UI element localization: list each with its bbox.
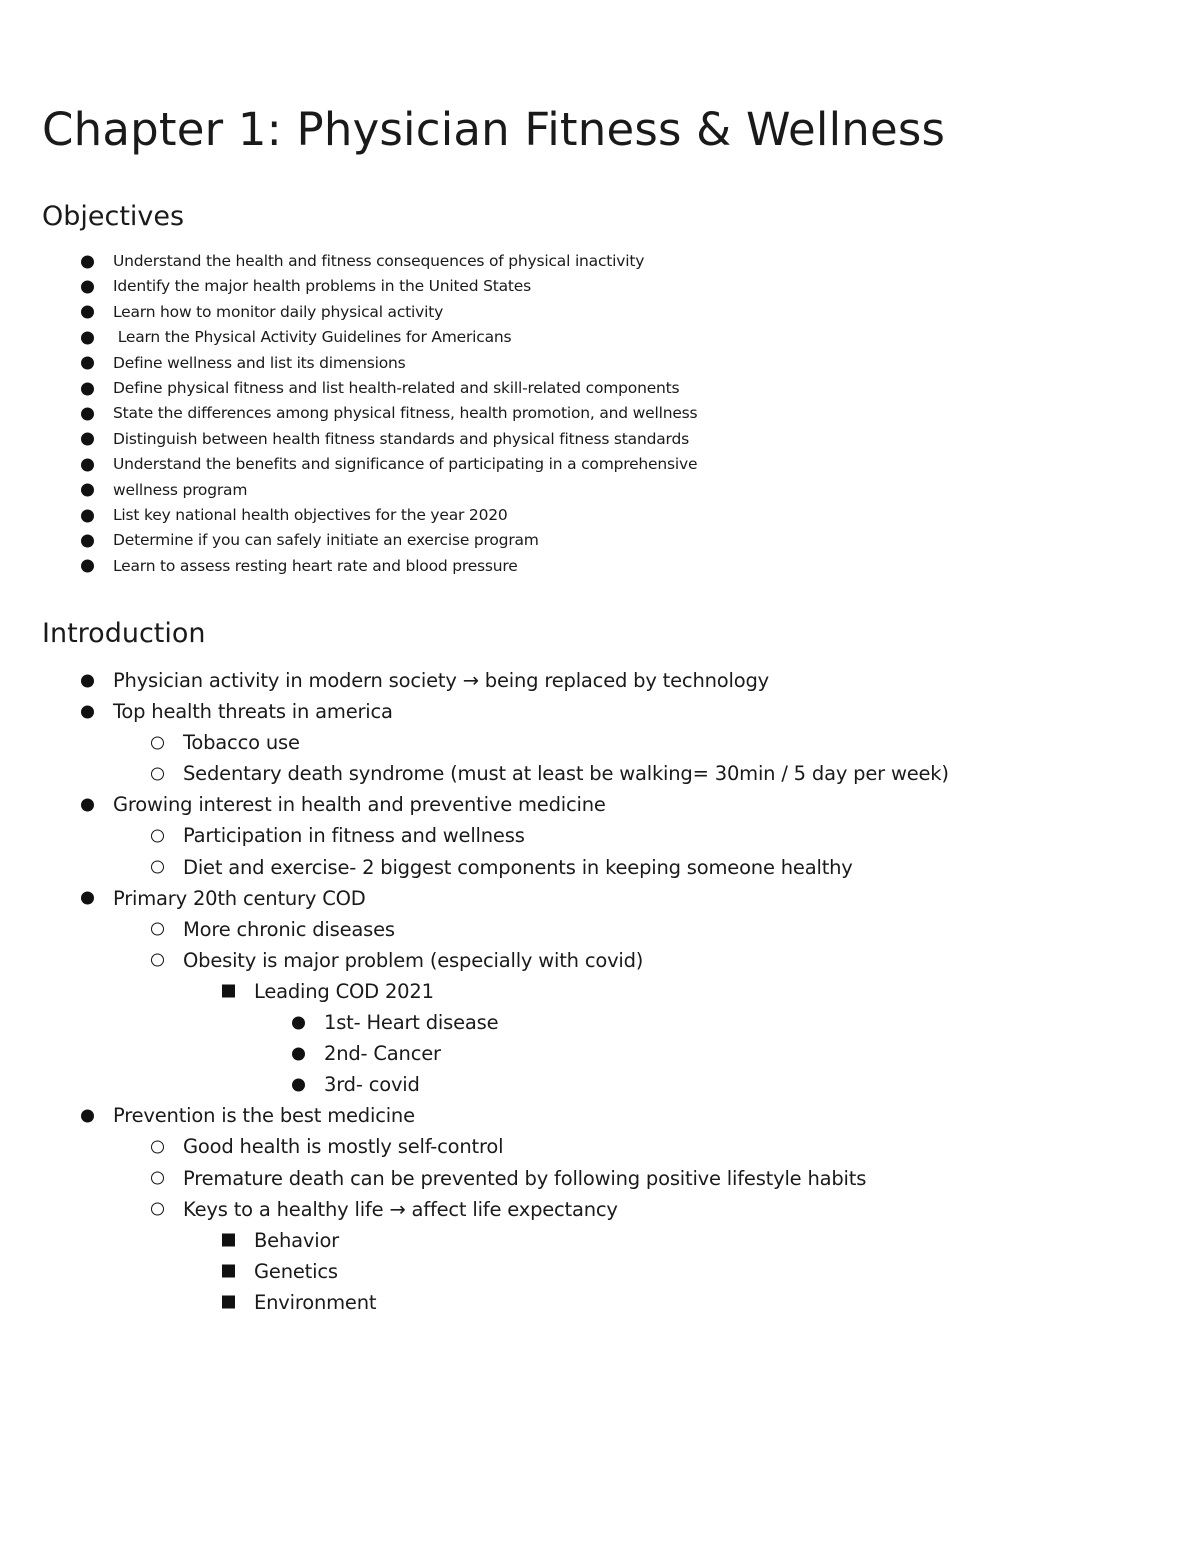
bullet-circle-icon [151, 923, 164, 936]
list-item-text: Sedentary death syndrome (must at least be walking= 30min / 5 day per week) [183, 762, 949, 786]
list-item [0, 1007, 949, 1038]
list-item-text: Top health threats in america [113, 700, 393, 724]
bullet-dot-icon [81, 382, 94, 395]
list-item-text: Identify the major health problems in the United States [113, 277, 531, 296]
list-item [0, 1163, 949, 1194]
list-item-text: Environment [254, 1290, 377, 1314]
list-item-text: List key national health objectives for the year 2020 [113, 505, 508, 524]
bullet-dot-icon [81, 892, 94, 905]
list-item [0, 1225, 949, 1256]
bullet-dot-icon [81, 458, 94, 471]
section-heading-introduction: Introduction [42, 618, 206, 649]
list-item [0, 1287, 949, 1318]
list-item [0, 351, 697, 376]
list-item-text: 3rd- covid [324, 1073, 420, 1097]
list-item [0, 820, 949, 851]
list-item-text: 2nd- Cancer [324, 1042, 441, 1066]
list-item [0, 914, 949, 945]
list-item-text: Primary 20th century COD [113, 886, 366, 910]
bullet-dot-icon [81, 306, 94, 319]
list-item-text: State the differences among physical fitness, health promotion, and wellness [113, 404, 698, 423]
list-item-text: Participation in fitness and wellness [183, 824, 525, 848]
bullet-dot-icon [81, 705, 94, 718]
list-item [0, 452, 697, 477]
list-item [0, 554, 697, 579]
list-item [0, 376, 697, 401]
bullet-dot-icon [81, 255, 94, 268]
bullet-square-icon [222, 1296, 235, 1309]
list-item-text: Leading COD 2021 [254, 979, 434, 1003]
list-item [0, 883, 949, 914]
list-item-text: Determine if you can safely initiate an exercise program [113, 531, 539, 550]
list-item-text: Learn the Physical Activity Guidelines for Americans [113, 328, 512, 347]
list-item-text: Obesity is major problem (especially with covid) [183, 948, 644, 972]
list-item-text: 1st- Heart disease [324, 1011, 499, 1035]
bullet-circle-icon [151, 1203, 164, 1216]
bullet-square-icon [222, 985, 235, 998]
list-item [0, 325, 697, 350]
list-item [0, 945, 949, 976]
list-item-text: Tobacco use [183, 731, 300, 755]
list-item-text: Prevention is the best medicine [113, 1104, 415, 1128]
list-item [0, 274, 697, 299]
list-item [0, 1194, 949, 1225]
list-item-text: Learn how to monitor daily physical activity [113, 302, 444, 321]
bullet-circle-icon [151, 736, 164, 749]
bullet-dot-icon [81, 798, 94, 811]
list-item [0, 528, 697, 553]
list-item [0, 427, 697, 452]
list-item [0, 665, 949, 696]
page-title: Chapter 1: Physician Fitness & Wellness [42, 103, 946, 156]
bullet-dot-icon [81, 484, 94, 497]
list-item-text: Behavior [254, 1228, 339, 1252]
list-item-text: More chronic diseases [183, 917, 395, 941]
bullet-dot-icon [292, 1047, 305, 1060]
bullet-dot-icon [81, 281, 94, 294]
list-item [0, 1069, 949, 1100]
list-item-text: Physician activity in modern society → being replaced by technology [113, 669, 769, 692]
list-item-text: Define wellness and list its dimensions [113, 353, 406, 372]
list-item [0, 1256, 949, 1287]
list-item [0, 727, 949, 758]
objectives-list [0, 249, 697, 579]
list-item [0, 1100, 949, 1131]
list-item [0, 696, 949, 727]
bullet-circle-icon [151, 830, 164, 843]
bullet-dot-icon [81, 509, 94, 522]
list-item [0, 1038, 949, 1069]
list-item [0, 300, 697, 325]
list-item [0, 758, 949, 789]
bullet-square-icon [222, 1234, 235, 1247]
bullet-circle-icon [151, 954, 164, 967]
bullet-circle-icon [151, 1172, 164, 1185]
list-item-text: Good health is mostly self-control [183, 1135, 504, 1159]
list-item [0, 789, 949, 820]
list-item [0, 478, 697, 503]
bullet-dot-icon [81, 674, 94, 687]
list-item-text: Distinguish between health fitness standards and physical fitness standards [113, 429, 689, 448]
bullet-dot-icon [81, 408, 94, 421]
bullet-dot-icon [81, 534, 94, 547]
list-item [0, 1131, 949, 1162]
list-item-text: wellness program [113, 480, 248, 499]
list-item [0, 976, 949, 1007]
bullet-dot-icon [81, 560, 94, 573]
bullet-dot-icon [81, 433, 94, 446]
list-item [0, 249, 697, 274]
bullet-dot-icon [81, 357, 94, 370]
bullet-circle-icon [151, 1140, 164, 1153]
section-heading-objectives: Objectives [42, 201, 185, 232]
bullet-dot-icon [81, 1109, 94, 1122]
list-item [0, 852, 949, 883]
list-item-text: Premature death can be prevented by following positive lifestyle habits [183, 1166, 867, 1190]
list-item-text: Define physical fitness and list health-related and skill-related components [113, 378, 680, 397]
bullet-circle-icon [151, 767, 164, 780]
bullet-dot-icon [292, 1016, 305, 1029]
list-item-text: Understand the health and fitness consequences of physical inactivity [113, 252, 645, 270]
list-item [0, 401, 697, 426]
list-item-text: Learn to assess resting heart rate and blood pressure [113, 556, 518, 575]
list-item [0, 503, 697, 528]
introduction-list [0, 665, 949, 1318]
bullet-square-icon [222, 1265, 235, 1278]
bullet-circle-icon [151, 861, 164, 874]
list-item-text: Keys to a healthy life → affect life expectancy [183, 1197, 618, 1221]
list-item-text: Genetics [254, 1259, 338, 1283]
list-item-text: Understand the benefits and significance of participating in a comprehensive [113, 455, 698, 474]
list-item-text: Diet and exercise- 2 biggest components in keeping someone healthy [183, 855, 853, 879]
bullet-dot-icon [81, 331, 94, 344]
list-item-text: Growing interest in health and preventive medicine [113, 793, 606, 817]
bullet-dot-icon [292, 1078, 305, 1091]
